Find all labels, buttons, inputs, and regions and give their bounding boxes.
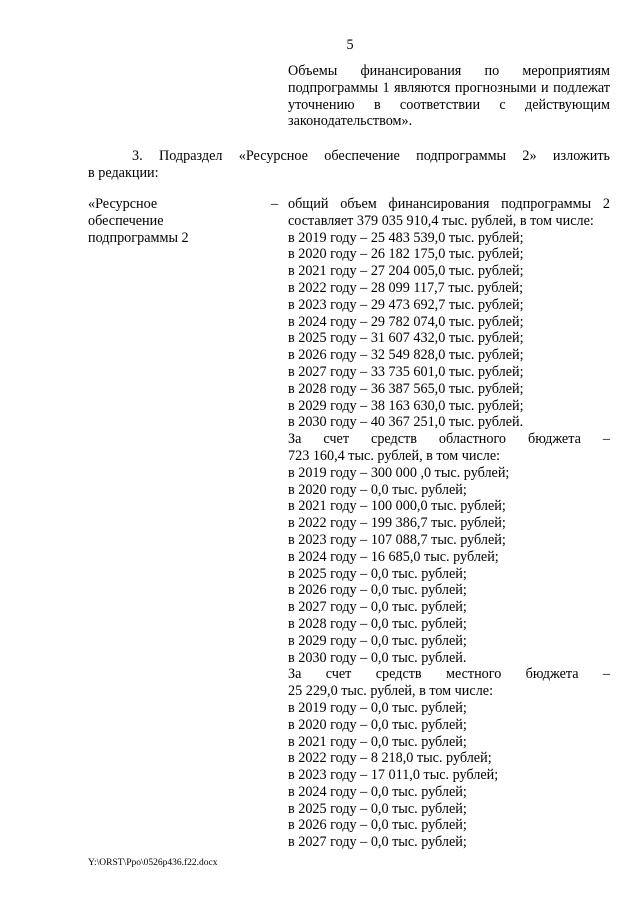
section-3-line-1: 3. Подраздел «Ресурсное обеспечение подпрограммы 2» изложить (132, 148, 610, 164)
year-row: в 2026 году – 32 549 828,0 тыс. рублей; (288, 347, 524, 364)
local-line-2: 25 229,0 тыс. рублей, в том числе: (288, 683, 494, 700)
year-row: в 2023 году – 107 088,7 тыс. рублей; (288, 531, 506, 548)
year-row: в 2024 году – 0,0 тыс. рублей; (288, 783, 467, 800)
label-dash: – (271, 196, 279, 212)
resource-label-line: обеспечение (88, 212, 164, 229)
year-row: в 2024 году – 29 782 074,0 тыс. рублей; (288, 313, 524, 330)
top-paragraph-line: подпрограммы 1 являются прогнозными и подлежат (288, 79, 610, 96)
year-row: в 2030 году – 0,0 тыс. рублей. (288, 649, 467, 666)
year-row: в 2019 году – 0,0 тыс. рублей; (288, 699, 467, 716)
total-years-list (288, 230, 610, 432)
resource-label-line: подпрограммы 2 (88, 229, 189, 246)
total-line-2: составляет 379 035 910,4 тыс. рублей, в том числе: (288, 212, 594, 229)
year-row: в 2020 году – 0,0 тыс. рублей; (288, 716, 467, 733)
year-row: в 2021 году – 0,0 тыс. рублей; (288, 733, 467, 750)
year-row: в 2021 году – 100 000,0 тыс. рублей; (288, 498, 506, 515)
year-row: в 2020 году – 0,0 тыс. рублей; (288, 481, 467, 498)
resource-label-line: «Ресурсное (88, 196, 158, 212)
year-row: в 2029 году – 38 163 630,0 тыс. рублей; (288, 397, 524, 414)
year-row: в 2024 году – 16 685,0 тыс. рублей; (288, 548, 499, 565)
regional-line-1: За счет средств областного бюджета – (288, 431, 610, 448)
top-paragraph-line: уточнению в соответствии с действующим (288, 96, 610, 113)
total-line-1: общий объем финансирования подпрограммы 2 (288, 196, 610, 212)
year-row: в 2020 году – 26 182 175,0 тыс. рублей; (288, 246, 524, 263)
page-number: 5 (346, 37, 354, 53)
local-line-1: За счет средств местного бюджета – (288, 666, 610, 683)
year-row: в 2026 году – 0,0 тыс. рублей; (288, 582, 467, 599)
year-row: в 2022 году – 8 218,0 тыс. рублей; (288, 750, 492, 767)
year-row: в 2023 году – 17 011,0 тыс. рублей; (288, 767, 499, 784)
year-row: в 2029 году – 0,0 тыс. рублей; (288, 632, 467, 649)
year-row: в 2027 году – 0,0 тыс. рублей; (288, 834, 467, 851)
year-row: в 2028 году – 0,0 тыс. рублей; (288, 615, 467, 632)
year-row: в 2027 году – 33 735 601,0 тыс. рублей; (288, 363, 524, 380)
year-row: в 2025 году – 31 607 432,0 тыс. рублей; (288, 330, 524, 347)
file-path-footer: Y:\ORST\Ppo\0526p436.f22.docx (88, 858, 218, 868)
top-paragraph (288, 63, 610, 130)
year-row: в 2019 году – 300 000 ,0 тыс. рублей; (288, 464, 510, 481)
year-row: в 2022 году – 28 099 117,7 тыс. рублей; (288, 279, 524, 296)
year-row: в 2023 году – 29 473 692,7 тыс. рублей; (288, 296, 524, 313)
section-3-line-2: в редакции: (88, 164, 159, 181)
year-row: в 2028 году – 36 387 565,0 тыс. рублей; (288, 380, 524, 397)
year-row: в 2022 году – 199 386,7 тыс. рублей; (288, 515, 506, 532)
resource-values (288, 196, 610, 851)
year-row: в 2026 году – 0,0 тыс. рублей; (288, 817, 467, 834)
year-row: в 2027 году – 0,0 тыс. рублей; (288, 599, 467, 616)
regional-years-list (288, 465, 610, 667)
local-years-list (288, 700, 610, 851)
year-row: в 2025 году – 0,0 тыс. рублей; (288, 565, 467, 582)
top-paragraph-line: законодательством». (288, 113, 413, 130)
resource-label (88, 196, 268, 246)
year-row: в 2019 году – 25 483 539,0 тыс. рублей; (288, 229, 524, 246)
regional-line-2: 723 160,4 тыс. рублей, в том числе: (288, 447, 501, 464)
top-paragraph-line: Объемы финансирования по мероприятиям (288, 63, 610, 79)
year-row: в 2030 году – 40 367 251,0 тыс. рублей. (288, 414, 524, 431)
section-3-instruction (88, 148, 610, 182)
year-row: в 2025 году – 0,0 тыс. рублей; (288, 800, 467, 817)
year-row: в 2021 году – 27 204 005,0 тыс. рублей; (288, 263, 524, 280)
